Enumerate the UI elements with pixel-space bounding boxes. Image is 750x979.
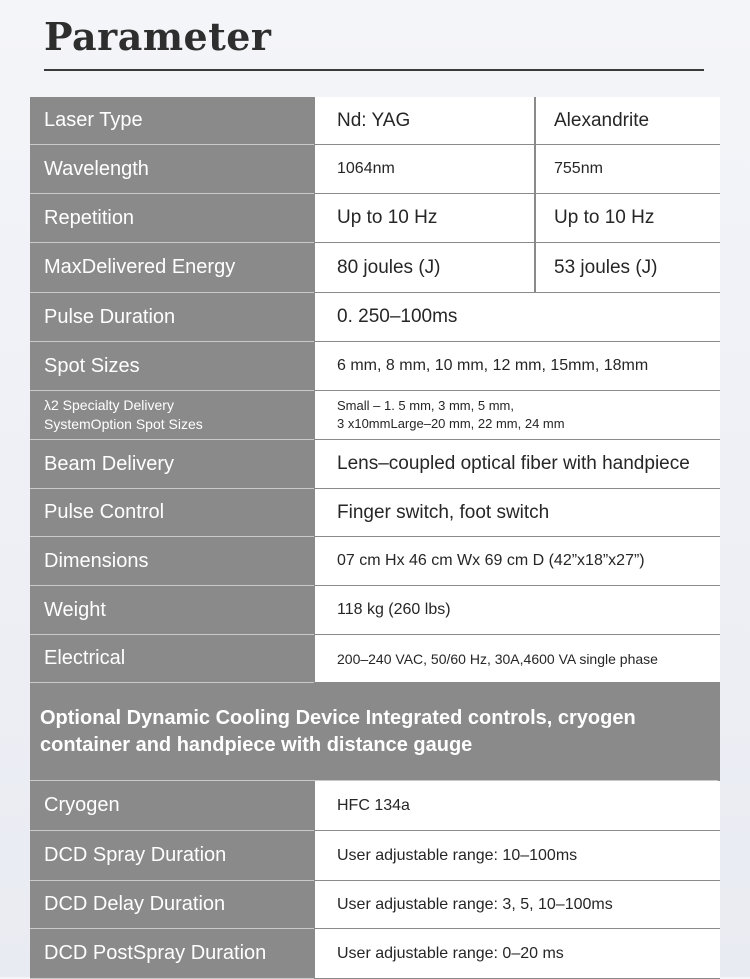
spec-label: Wavelength xyxy=(30,145,314,194)
spec-value-ndyag: 1064nm xyxy=(314,145,534,194)
spec-row-weight xyxy=(30,586,720,635)
optional-heading-line: container and handpiece with distance gauge xyxy=(40,734,473,756)
spec-label: Pulse Control xyxy=(30,489,314,537)
spec-label: Beam Delivery xyxy=(30,440,314,489)
spec-row-spot-sizes xyxy=(30,342,720,391)
spec-value-alexandrite: 53 joules (J) xyxy=(534,243,720,293)
spec-row-dimensions xyxy=(30,537,720,586)
spec-table xyxy=(30,97,720,979)
page-title: Parameter xyxy=(44,14,272,59)
spec-label-line: SystemOption Spot Sizes xyxy=(44,416,203,432)
spec-label: Pulse Duration xyxy=(30,293,314,342)
spec-value: 0. 250–100ms xyxy=(314,293,720,342)
spec-value: Lens–coupled optical fiber with handpiece xyxy=(314,440,720,489)
spec-value-alexandrite: 755nm xyxy=(534,145,720,194)
spec-value-alexandrite: Up to 10 Hz xyxy=(534,194,720,243)
spec-value: 07 cm Hx 46 cm Wx 69 cm D (42”x18”x27”) xyxy=(314,537,720,586)
spec-label xyxy=(30,391,314,440)
spec-row-laser-type xyxy=(30,97,720,145)
spec-label: DCD PostSpray Duration xyxy=(30,929,314,979)
spec-value-ndyag: Nd: YAG xyxy=(314,97,534,145)
spec-label: Spot Sizes xyxy=(30,342,314,391)
spec-value-ndyag: 80 joules (J) xyxy=(314,243,534,293)
spec-value: 118 kg (260 lbs) xyxy=(314,586,720,635)
spec-label: Repetition xyxy=(30,194,314,243)
spec-row-dcd-spray xyxy=(30,831,720,881)
spec-label: MaxDelivered Energy xyxy=(30,243,314,293)
spec-label: Dimensions xyxy=(30,537,314,586)
spec-row-repetition xyxy=(30,194,720,243)
spec-value-alexandrite: Alexandrite xyxy=(534,97,720,145)
spec-row-cryogen xyxy=(30,781,720,831)
spec-value: User adjustable range: 0–20 ms xyxy=(314,929,720,979)
spec-row-max-energy xyxy=(30,243,720,293)
spec-row-specialty-delivery xyxy=(30,391,720,440)
spec-value: HFC 134a xyxy=(314,781,720,831)
spec-label: Laser Type xyxy=(30,97,314,145)
spec-value-ndyag: Up to 10 Hz xyxy=(314,194,534,243)
spec-row-pulse-control xyxy=(30,489,720,537)
optional-heading-line: Optional Dynamic Cooling Device Integrated controls, cryogen xyxy=(40,707,636,729)
spec-value: User adjustable range: 10–100ms xyxy=(314,831,720,881)
spec-label-line: λ2 Specialty Delivery xyxy=(44,397,174,413)
spec-row-pulse-duration xyxy=(30,293,720,342)
spec-value-line: 3 x10mmLarge–20 mm, 22 mm, 24 mm xyxy=(337,416,565,431)
title-divider xyxy=(44,69,704,71)
spec-label: DCD Spray Duration xyxy=(30,831,314,881)
spec-row-dcd-postspray xyxy=(30,929,720,979)
spec-value: User adjustable range: 3, 5, 10–100ms xyxy=(314,881,720,929)
spec-label: Cryogen xyxy=(30,781,314,831)
spec-label: Weight xyxy=(30,586,314,635)
optional-section-heading xyxy=(30,683,720,781)
spec-value-line: Small – 1. 5 mm, 3 mm, 5 mm, xyxy=(337,398,514,413)
spec-value: Finger switch, foot switch xyxy=(314,489,720,537)
spec-label: DCD Delay Duration xyxy=(30,881,314,929)
spec-row-electrical xyxy=(30,635,720,683)
spec-value: 200–240 VAC, 50/60 Hz, 30A,4600 VA single phase xyxy=(314,635,720,683)
spec-row-beam-delivery xyxy=(30,440,720,489)
spec-value: 6 mm, 8 mm, 10 mm, 12 mm, 15mm, 18mm xyxy=(314,342,720,391)
spec-row-wavelength xyxy=(30,145,720,194)
spec-row-dcd-delay xyxy=(30,881,720,929)
spec-label: Electrical xyxy=(30,635,314,683)
spec-value xyxy=(314,391,720,440)
